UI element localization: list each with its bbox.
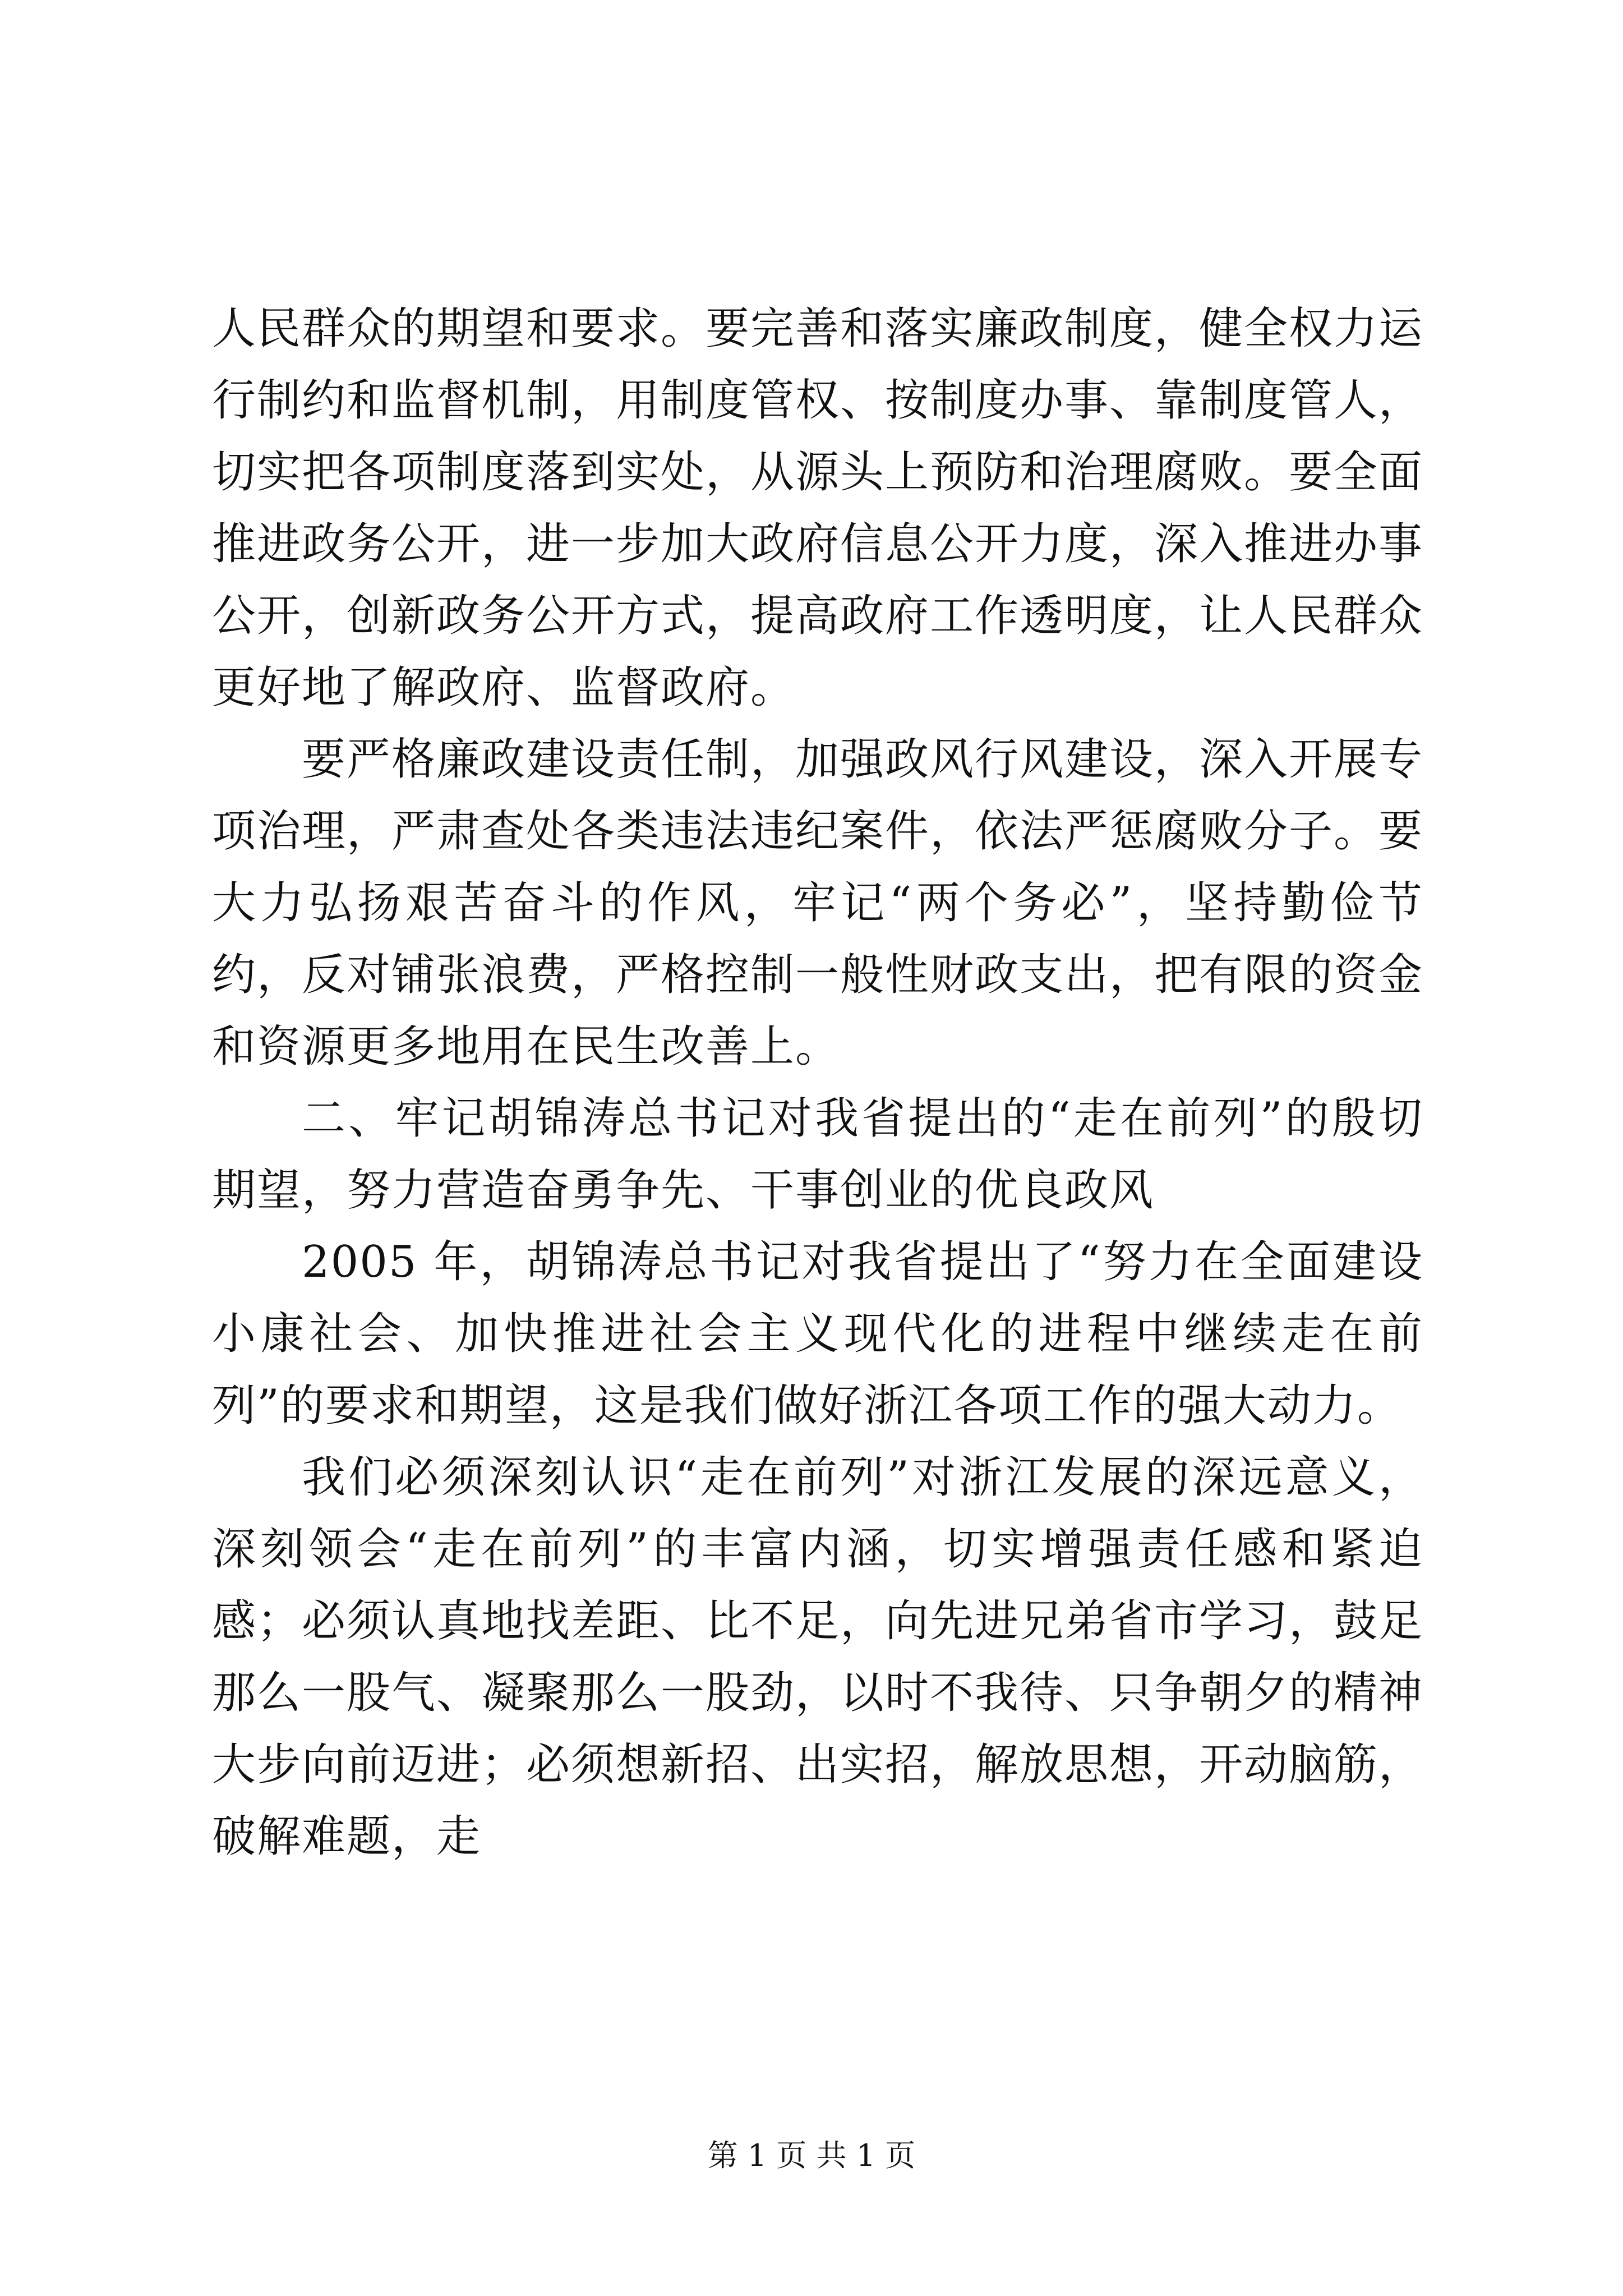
page-footer: 第 1 页 共 1 页 xyxy=(707,2138,916,2173)
paragraph-continuation: 人民群众的期望和要求。要完善和落实廉政制度，健全权力运行制约和监督机制，用制度管权、按制度办事、靠制度管人，切实把各项制度落到实处，从源头上预防和治理腐败。要全面推进政务公开，进一步加大政府信息公开力度，深入推进办事公开，创新政务公开方式，提高政府工作透明度，让人民群众更好地了解政府、监督政府。 xyxy=(212,303,1424,713)
paragraph-2005-expectation: 2005 年，胡锦涛总书记对我省提出了“努力在全面建设小康社会、加快推进社会主义现代化的进程中继续走在前列”的要求和期望，这是我们做好浙江各项工作的强大动力。 xyxy=(212,1237,1423,1431)
section-heading-two: 二、牢记胡锦涛总书记对我省提出的“走在前列”的殷切期望，努力营造奋勇争先、干事创业的优良政风 xyxy=(212,1093,1423,1216)
document-body xyxy=(212,293,1423,1872)
paragraph-must-understand: 我们必须深刻认识“走在前列”对浙江发展的深远意义，深刻领会“走在前列”的丰富内涵，切实增强责任感和紧迫感；必须认真地找差距、比不足，向先进兄弟省市学习，鼓足那么一股气、凝聚那么一股劲，以时不我待、只争朝夕的精神大步向前迈进；必须想新招、出实招，解放思想，开动脑筋，破解难题，走 xyxy=(212,1452,1424,1862)
paragraph-integrity-responsibility: 要严格廉政建设责任制，加强政风行风建设，深入开展专项治理，严肃查处各类违法违纪案件，依法严惩腐败分子。要大力弘扬艰苦奋斗的作风，牢记“两个务必”，坚持勤俭节约，反对铺张浪费，严格控制一般性财政支出，把有限的资金和资源更多地用在民生改善上。 xyxy=(212,734,1424,1072)
